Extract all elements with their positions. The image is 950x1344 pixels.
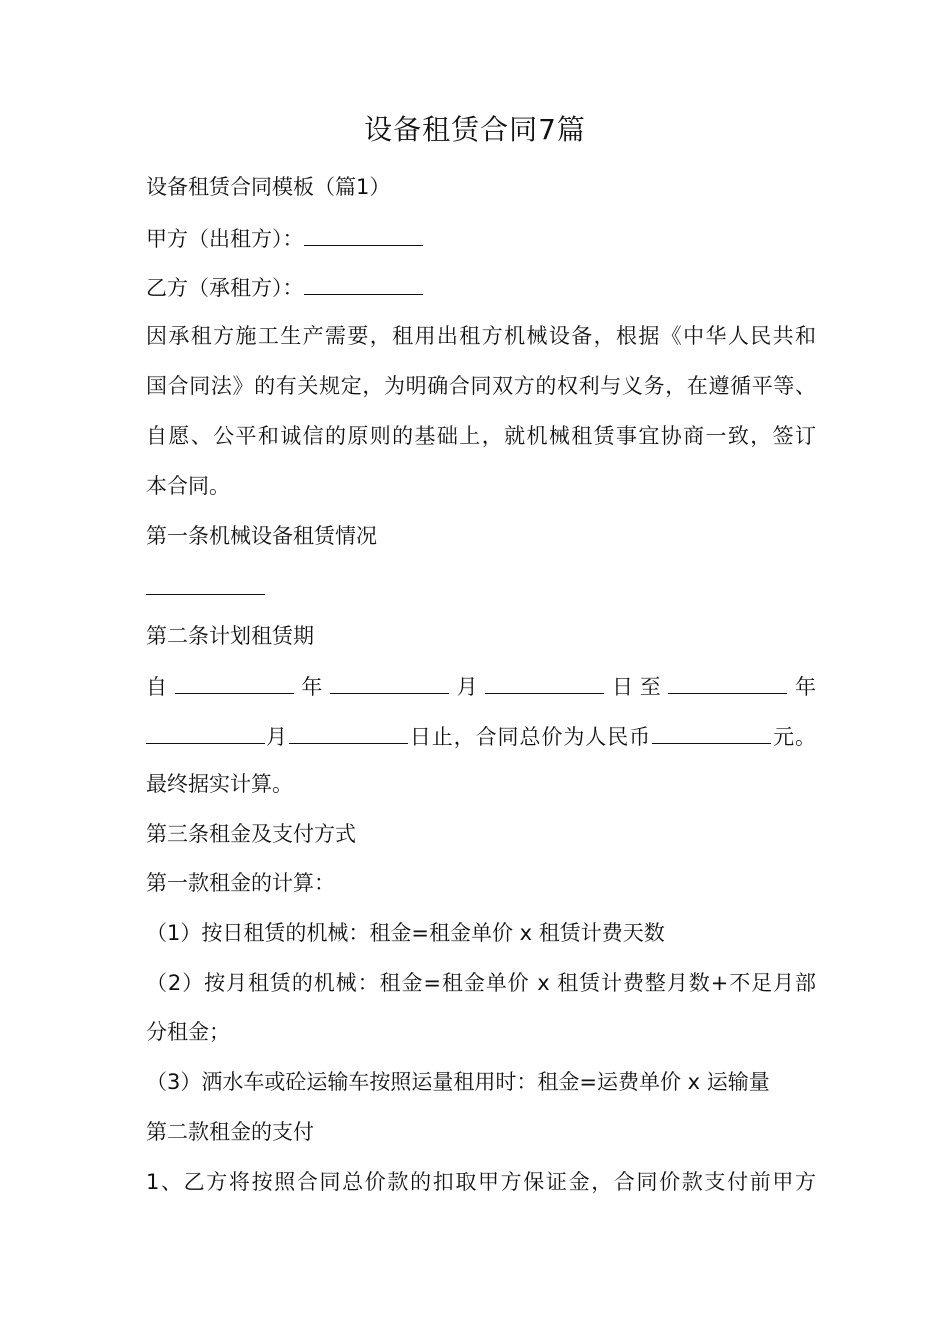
period-month: 月 [450, 675, 485, 699]
document-title: 设备租赁合同7篇 [364, 113, 586, 146]
calc-item-2-cont: 分租金； [146, 1020, 230, 1044]
start-day-blank [485, 669, 604, 694]
article-1-blank [146, 570, 265, 595]
intro-line-4: 本合同。 [146, 474, 230, 498]
template-subtitle: 设备租赁合同模板（篇1） [146, 175, 391, 199]
article-2-title: 第二条计划租赁期 [146, 624, 314, 648]
article-1-title: 第一条机械设备租赁情况 [146, 524, 377, 548]
party-b-label: 乙方（承租方）： [146, 276, 304, 300]
clause-1-title: 第一款租金的计算： [146, 871, 335, 895]
party-a-line [146, 221, 816, 255]
start-month-blank [330, 669, 449, 694]
period-year-2: 年 [788, 675, 817, 699]
calc-item-2: （2）按月租赁的机械：租金=租金单价 x 租赁计费整月数+不足月部 [146, 971, 816, 995]
party-a-label: 甲方（出租方）： [146, 227, 304, 251]
payment-item-1: 1、乙方将按照合同总价款的扣取甲方保证金，合同价款支付前甲方 [146, 1170, 816, 1194]
end-month-blank [146, 719, 265, 744]
period-line-2 [146, 719, 816, 753]
intro-line-2: 国合同法》的有关规定，为明确合同双方的权利与义务，在遵循平等、 [146, 374, 816, 398]
start-year-blank [175, 669, 294, 694]
period-month-2: 月 [265, 725, 288, 749]
intro-line-1: 因承租方施工生产需要，租用出租方机械设备，根据《中华人民共和 [146, 324, 816, 348]
total-price-blank [652, 719, 771, 744]
article-1-blank-line [146, 570, 816, 604]
period-day-to: 日至 [605, 675, 668, 699]
final-settlement: 最终据实计算。 [146, 772, 293, 796]
intro-line-3: 自愿、公平和诚信的原则的基础上，就机械租赁事宜协商一致，签订 [146, 424, 816, 448]
calc-item-1: （1）按日租赁的机械：租金=租金单价 x 租赁计费天数 [146, 921, 665, 945]
end-year-blank [668, 669, 787, 694]
period-from: 自 [146, 675, 174, 699]
party-b-line [146, 270, 816, 304]
clause-2-title: 第二款租金的支付 [146, 1120, 314, 1144]
end-day-blank [289, 719, 408, 744]
period-day-end-total: 日止，合同总价为人民币 [408, 725, 652, 749]
article-3-title: 第三条租金及支付方式 [146, 822, 356, 846]
calc-item-3: （3）洒水车或砼运输车按照运量租用时：租金=运费单价 x 运输量 [146, 1070, 770, 1094]
party-b-blank [304, 270, 423, 295]
party-a-blank [304, 221, 423, 246]
period-line-1 [146, 669, 816, 703]
period-year: 年 [294, 675, 330, 699]
period-yuan: 元。 [772, 725, 816, 749]
